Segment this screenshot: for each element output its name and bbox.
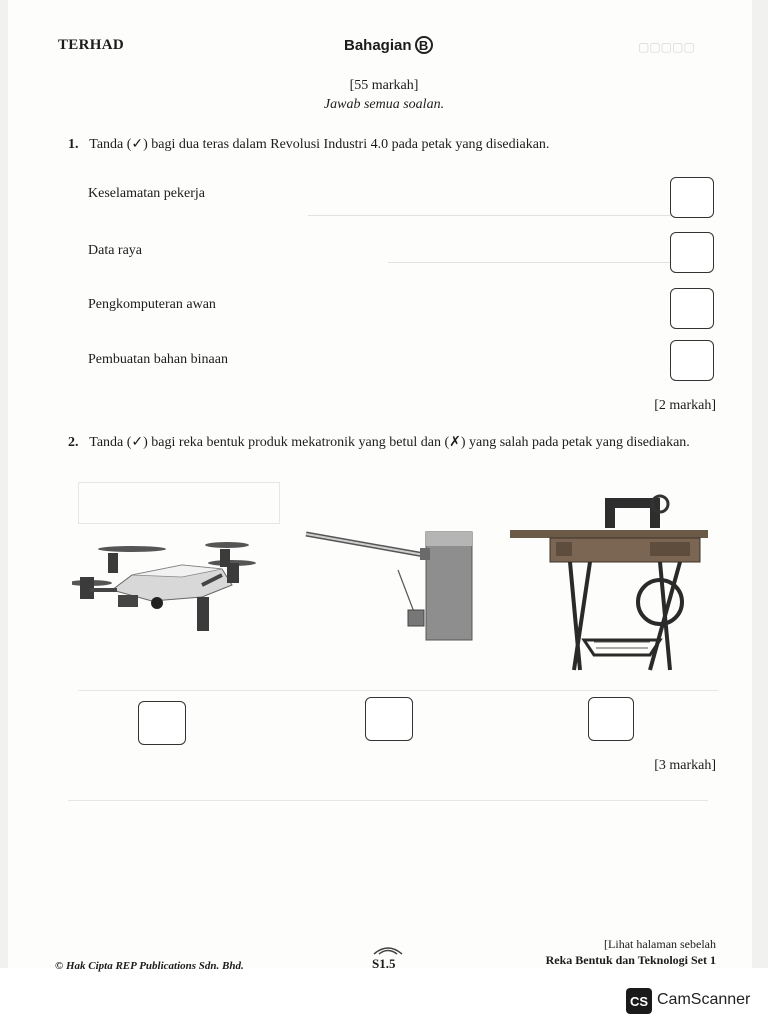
drone-icon	[72, 535, 262, 635]
bleed-through-box	[78, 482, 280, 524]
q1-marks: [2 markah]	[654, 398, 716, 413]
total-marks: [55 markah]	[349, 78, 419, 93]
page-number: S1.5	[372, 956, 396, 971]
bleed-through-line	[78, 690, 718, 691]
camscanner-label: CamScanner	[657, 991, 751, 1008]
bleed-through-text: ▢▢▢▢▢	[638, 40, 695, 54]
question-1-number: 1.	[68, 137, 79, 152]
scan-footer-strip	[0, 968, 768, 1024]
camscanner-logo: CS	[626, 988, 652, 1014]
q2-marks: [3 markah]	[654, 758, 716, 773]
instruction: Jawab semua soalan.	[323, 97, 445, 112]
q1-checkbox-3[interactable]	[670, 288, 714, 329]
next-page-note: [Lihat halaman sebelah	[604, 937, 716, 951]
bleed-through-line	[68, 800, 708, 801]
question-1	[68, 135, 728, 155]
q1-checkbox-4[interactable]	[670, 340, 714, 381]
question-2-text: Tanda (✓) bagi reka bentuk produk mekatronik yang betul dan (✗) yang salah pada petak yang disediakan.	[89, 435, 690, 450]
q1-option-2: Data raya	[88, 243, 143, 258]
question-2-number: 2.	[68, 435, 79, 450]
section-letter-badge: B	[415, 36, 433, 54]
q1-option-1: Keselamatan pekerja	[88, 186, 205, 201]
q2-checkbox-drone[interactable]	[138, 701, 186, 745]
classification-label: TERHAD	[58, 37, 124, 53]
barrier-gate-icon	[302, 520, 482, 645]
sewing-machine-icon	[510, 490, 710, 675]
q1-checkbox-2[interactable]	[670, 232, 714, 273]
q2-checkbox-sewing-machine[interactable]	[588, 697, 634, 741]
page-wave-icon	[370, 942, 406, 956]
q1-option-3: Pengkomputeran awan	[88, 297, 216, 312]
copyright: © Hak Cipta REP Publications Sdn. Bhd.	[55, 960, 244, 972]
section-title	[344, 36, 433, 54]
q1-checkbox-1[interactable]	[670, 177, 714, 218]
q2-checkbox-barrier-gate[interactable]	[365, 697, 413, 741]
question-2	[68, 433, 718, 453]
bleed-through-line	[308, 215, 688, 216]
question-1-text: Tanda (✓) bagi dua teras dalam Revolusi Industri 4.0 pada petak yang disediakan.	[89, 137, 550, 152]
set-label: Reka Bentuk dan Teknologi Set 1	[545, 953, 716, 967]
bleed-through-line	[388, 262, 698, 263]
section-word: Bahagian	[344, 36, 412, 54]
q1-option-4: Pembuatan bahan binaan	[88, 352, 228, 367]
